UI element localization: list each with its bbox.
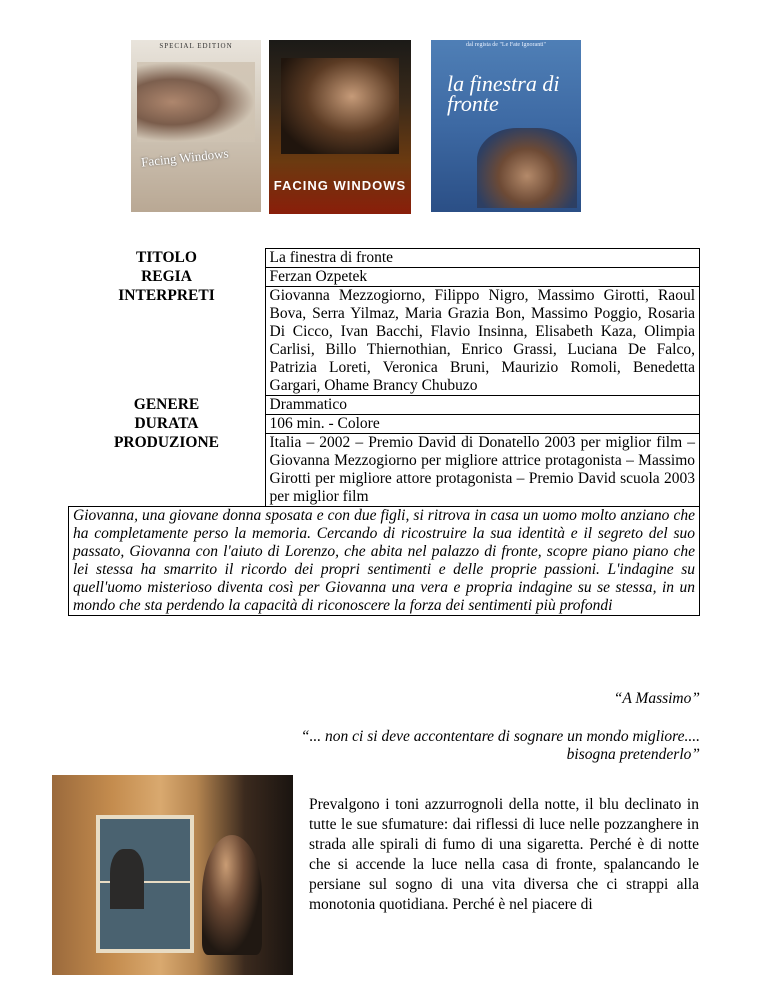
poster-caption: dal regista de "Le Fate Ignoranti": [465, 42, 547, 48]
poster-image: [269, 40, 411, 214]
quote-line: bisogna pretenderlo”: [566, 746, 700, 763]
poster-title: la finestra di fronte: [447, 71, 560, 116]
quote-line: “... non ci si deve accontentare di sognare un mondo migliore....: [300, 728, 700, 745]
poster-strip: [131, 40, 581, 214]
dedication: “A Massimo”: [613, 690, 700, 707]
row-label: DURATA: [134, 414, 199, 432]
poster-title: Facing Windows: [140, 145, 230, 170]
quote: [301, 728, 700, 764]
table-row: [69, 287, 700, 396]
row-value: Giovanna Mezzogiorno, Filippo Nigro, Massimo Girotti, Raoul Bova, Serra Yilmaz, Maria Grazia Bon, Massimo Poggio, Rosaria Di Cicco, Ivan Bacchi, Flavio Insinna, Elisabeth Kaza, Olimpia Carlisi, Billo Thiernothian, Enrico Grassi, Luciana De Falco, Patrizia Loreti, Veronica Bruni, Maurizio Romoli, Benedetta Gargari, Ohame Brancy Chubuzo: [265, 287, 700, 396]
row-label: PRODUZIONE: [113, 433, 220, 451]
row-value: Italia – 2002 – Premio David di Donatello 2003 per miglior film – Giovanna Mezzogiorno per migliore attrice protagonista – Massimo Girotti per migliore attore protagonista – Premio David scuola 2003 per miglior film: [265, 434, 700, 507]
film-still-image: [52, 775, 293, 975]
table-row: [69, 434, 700, 507]
poster-artwork: [281, 58, 399, 154]
figure-shape: [110, 849, 144, 909]
table-row: [69, 415, 700, 434]
row-label: TITOLO: [136, 248, 197, 266]
table-row: [69, 249, 700, 268]
poster-caption: SPECIAL EDITION: [159, 42, 233, 50]
row-value: 106 min. - Colore: [265, 415, 700, 434]
poster-image: [131, 40, 261, 212]
poster-title: FACING WINDOWS: [273, 178, 407, 193]
row-label: REGIA: [141, 267, 192, 285]
row-label: GENERE: [133, 395, 200, 413]
row-value: Ferzan Ozpetek: [265, 268, 700, 287]
plot-summary: Giovanna, una giovane donna sposata e con due figli, si ritrova in casa un uomo molto anziano che ha completamente perso la memoria. Cercando di ricostruire la sua identità e il segreto del suo passato, Giovanna con l'aiuto di Lorenzo, che abita nel palazzo di fronte, scopre piano piano che lei stessa ha smarrito il ricordo dei propri sentimenti e delle proprie passioni. L'indagine su quell'uomo misterioso diventa così per Giovanna una vera e propria indagine su se stessa, in un mondo che sta perdendo la capacità di riconoscere la forza dei sentimenti più profondi: [69, 507, 700, 616]
article-paragraph: Prevalgono i toni azzurrognoli della notte, il blu declinato in tutte le sue sfumature: dai riflessi di luce nelle pozzanghere in strada alle spirali di fumo di una sigaretta. Perché è di notte che si accende la luce nella casa di fronte, spalancando le persiane sul sogno di una vita diversa che ci strappi alla monotonia quotidiana. Perché è nel piacere di: [309, 796, 699, 913]
row-label: INTERPRETI: [118, 286, 215, 304]
figure-shape: [202, 835, 262, 955]
poster-artwork: [137, 62, 255, 142]
row-value: La finestra di fronte: [265, 249, 700, 268]
table-row: [69, 507, 700, 616]
table-row: [69, 396, 700, 415]
row-value: Drammatico: [265, 396, 700, 415]
table-row: [69, 268, 700, 287]
poster-image: [431, 40, 581, 212]
film-info-table: [68, 248, 700, 616]
poster-artwork: [477, 128, 577, 208]
